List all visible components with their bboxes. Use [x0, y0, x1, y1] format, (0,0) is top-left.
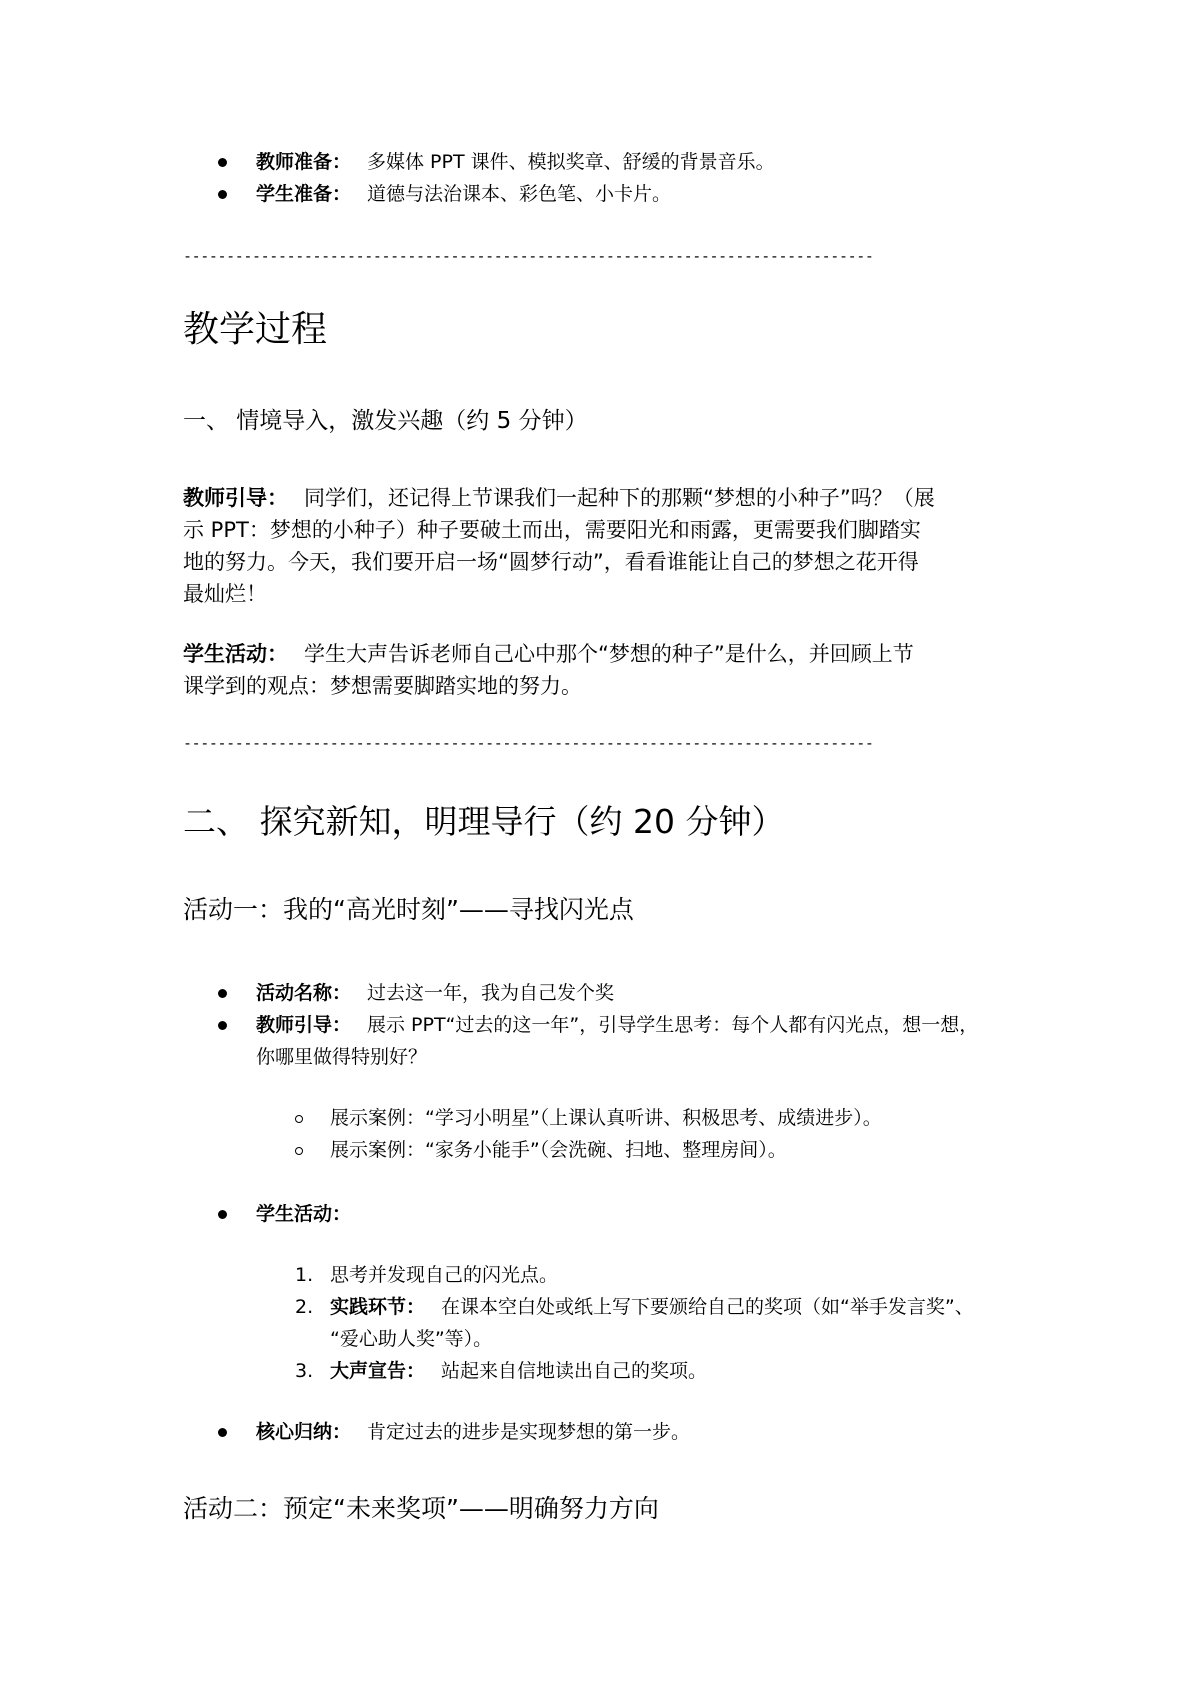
guide-label: 教师引导：	[256, 1014, 352, 1036]
student-preparation-text: 道德与法治课本、彩色笔、小卡片。	[367, 183, 672, 205]
teacher-preparation-text: 多媒体 PPT 课件、模拟奖章、舒缓的背景音乐。	[367, 151, 775, 173]
page-title: 教学过程	[183, 309, 328, 350]
bullet-icon	[218, 1428, 227, 1437]
step-text: 大声宣告： 站起来自信地读出自己的奖项。	[330, 1360, 708, 1382]
core-summary-label: 核心归纳：	[256, 1421, 352, 1443]
bullet-icon	[218, 190, 227, 199]
guide-item-line2: 你哪里做得特别好？	[256, 1046, 428, 1068]
activity2-title: 活动二：预定“未来奖项”——明确努力方向	[183, 1494, 659, 1523]
circle-bullet-icon	[295, 1115, 303, 1123]
bullet-icon	[218, 1021, 227, 1030]
section2-title: 二、 探究新知，明理导行（约 20 分钟）	[183, 802, 785, 841]
activity1-title: 活动一：我的“高光时刻”——寻找闪光点	[183, 895, 634, 924]
divider: --------------------------------------------------------------------------------	[183, 247, 874, 265]
bullet-icon	[218, 1210, 227, 1219]
activity-name-label: 活动名称：	[256, 982, 352, 1004]
teacher-guide-line2: 示 PPT：梦想的小种子）种子要破土而出，需要阳光和雨露，更需要我们脚踏实	[183, 518, 921, 542]
student-activity2-label: 学生活动：	[256, 1203, 352, 1225]
circle-bullet-icon	[295, 1147, 303, 1155]
step-number: 2.	[295, 1296, 314, 1318]
step-text: 思考并发现自己的闪光点。	[330, 1264, 559, 1286]
example-item: 展示案例：“学习小明星”（上课认真听讲、积极思考、成绩进步）。	[330, 1107, 882, 1129]
teacher-guide-label: 教师引导：	[183, 486, 288, 510]
core-summary-item	[256, 1418, 690, 1446]
teacher-guide-line1: 教师引导： 同学们，还记得上节课我们一起种下的那颗“梦想的小种子”吗？（展	[183, 486, 935, 510]
step-number: 3.	[295, 1360, 314, 1382]
step-text-cont: “爱心助人奖”等）。	[330, 1328, 493, 1350]
activity-name-item	[256, 979, 614, 1007]
section1-title: 一、 情境导入，激发兴趣（约 5 分钟）	[183, 408, 588, 434]
student-activity-line2: 课学到的观点：梦想需要脚踏实地的努力。	[183, 674, 582, 698]
student-preparation-label: 学生准备：	[256, 183, 352, 205]
step-number: 1.	[295, 1264, 314, 1286]
student-preparation	[256, 180, 671, 208]
core-summary-text: 肯定过去的进步是实现梦想的第一步。	[367, 1421, 691, 1443]
bullet-icon	[218, 158, 227, 167]
activity-name-text: 过去这一年，我为自己发个奖	[367, 982, 615, 1004]
teacher-guide-line4: 最灿烂！	[183, 582, 267, 606]
bullet-icon	[218, 989, 227, 998]
teacher-preparation	[256, 148, 775, 176]
example-item: 展示案例：“家务小能手”（会洗碗、扫地、整理房间）。	[330, 1139, 787, 1161]
teacher-guide-line3: 地的努力。今天，我们要开启一场“圆梦行动”，看看谁能让自己的梦想之花开得	[183, 550, 919, 574]
student-activity-label: 学生活动：	[183, 642, 288, 666]
teacher-preparation-label: 教师准备：	[256, 151, 352, 173]
guide-item-line1: 教师引导： 展示 PPT“过去的这一年”，引导学生思考：每个人都有闪光点，想一想，	[256, 1014, 979, 1036]
divider: --------------------------------------------------------------------------------	[183, 734, 874, 752]
step-text: 实践环节： 在课本空白处或纸上写下要颁给自己的奖项（如“举手发言奖”、	[330, 1296, 974, 1318]
student-activity-line1: 学生活动： 学生大声告诉老师自己心中那个“梦想的种子”是什么，并回顾上节	[183, 642, 914, 666]
